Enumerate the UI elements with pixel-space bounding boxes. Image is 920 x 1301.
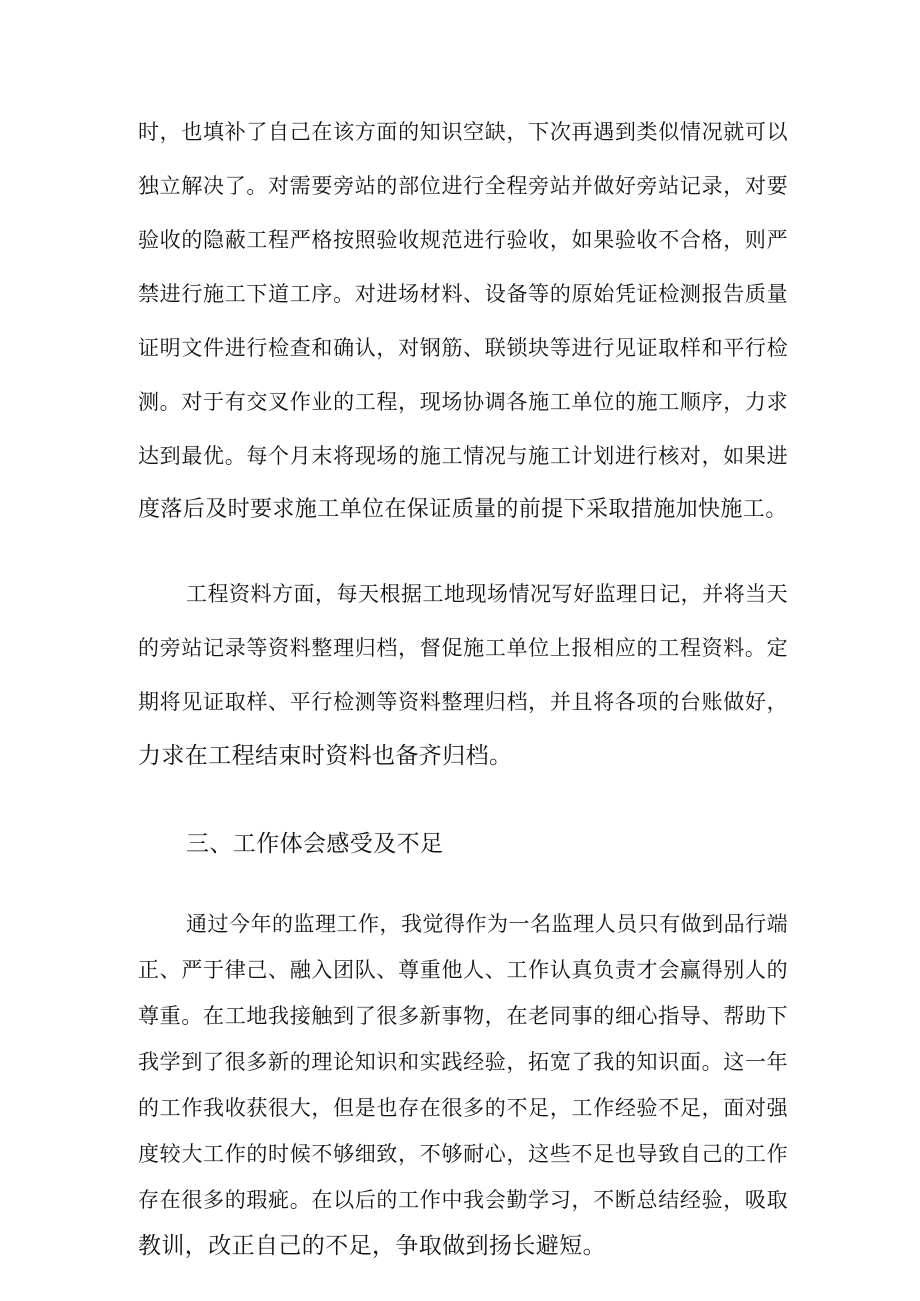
paragraph-line: 测。对于有交叉作业的工程，现场协调各施工单位的施工顺序，力求 xyxy=(138,390,788,414)
paragraph-line: 度较大工作的时候不够细致，不够耐心，这些不足也导致自己的工作 xyxy=(138,1142,788,1166)
paragraph-line: 正、严于律己、融入团队、尊重他人、工作认真负责才会赢得别人的 xyxy=(138,958,788,982)
paragraph-line: 工程资料方面，每天根据工地现场情况写好监理日记，并将当天 xyxy=(186,582,788,606)
paragraph-line: 尊重。在工地我接触到了很多新事物，在老同事的细心指导、帮助下 xyxy=(138,1004,788,1028)
paragraph-line: 度落后及时要求施工单位在保证质量的前提下采取措施加快施工。 xyxy=(138,497,788,522)
paragraph-line: 期将见证取样、平行检测等资料整理归档，并且将各项的台账做好， xyxy=(138,690,788,714)
paragraph-line: 存在很多的瑕疵。在以后的工作中我会勤学习，不断总结经验，吸取 xyxy=(138,1188,788,1212)
paragraph-line: 达到最优。每个月末将现场的施工情况与施工计划进行核对，如果进 xyxy=(138,444,788,468)
paragraph-line: 的旁站记录等资料整理归档，督促施工单位上报相应的工程资料。定 xyxy=(138,636,788,660)
paragraph-line: 独立解决了。对需要旁站的部位进行全程旁站并做好旁站记录，对要 xyxy=(138,174,788,198)
paragraph-line: 我学到了很多新的理论知识和实践经验，拓宽了我的知识面。这一年 xyxy=(138,1050,788,1074)
paragraph-line: 教训，改正自己的不足，争取做到扬长避短。 xyxy=(138,1233,606,1259)
paragraph-line: 时，也填补了自己在该方面的知识空缺，下次再遇到类似情况就可以 xyxy=(138,120,788,144)
paragraph-line: 力求在工程结束时资料也备齐归档。 xyxy=(138,743,513,769)
paragraph-line: 禁进行施工下道工序。对进场材料、设备等的原始凭证检测报告质量 xyxy=(138,282,788,306)
paragraph-line: 验收的隐蔽工程严格按照验收规范进行验收，如果验收不合格，则严 xyxy=(138,228,788,252)
paragraph-line: 的工作我收获很大，但是也存在很多的不足，工作经验不足，面对强 xyxy=(138,1096,788,1120)
paragraph-line: 证明文件进行检查和确认，对钢筋、联锁块等进行见证取样和平行检 xyxy=(138,336,788,360)
section-heading: 三、工作体会感受及不足 xyxy=(186,831,444,857)
paragraph-line: 通过今年的监理工作，我觉得作为一名监理人员只有做到品行端 xyxy=(186,912,788,936)
